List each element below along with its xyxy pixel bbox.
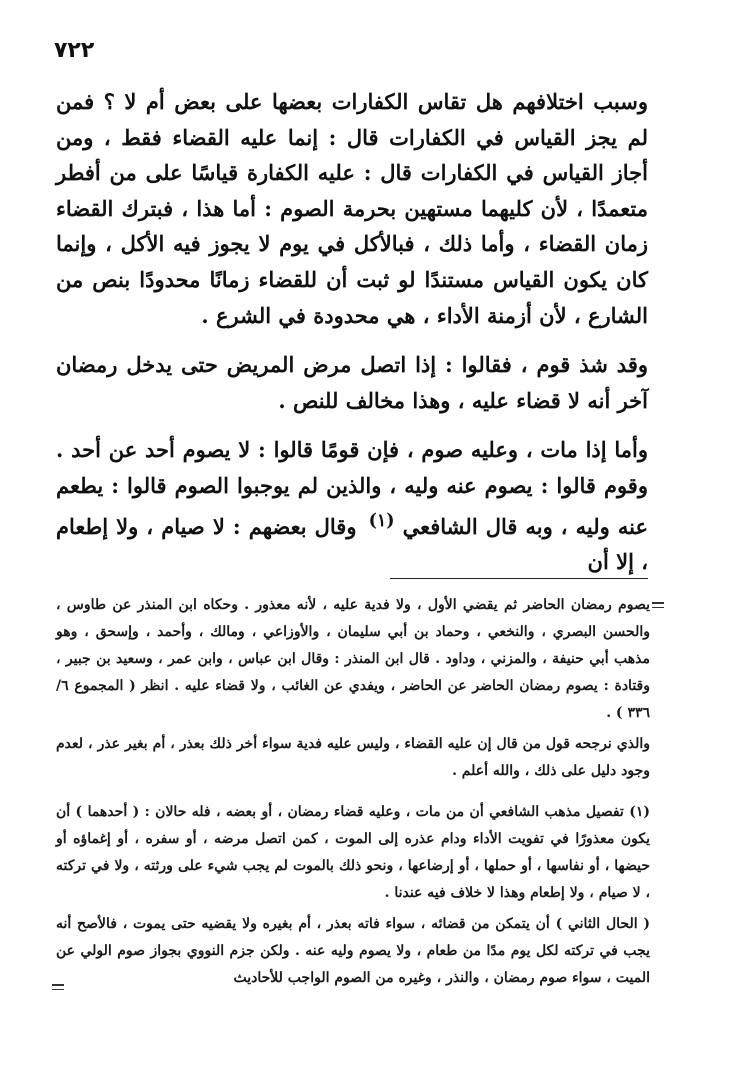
footnote-reference[interactable]: (١) [368,510,395,531]
footnote-paragraph: (١) تفصيل مذهب الشافعي أن من مات ، وعليه قضاء رمضان ، أو بعضه ، فله حالان : ( أحدهما ) أن يكون معذورًا في تفويت الأداء ودام عذره إلى الموت ، كمن اتصل مرضه ، أو سفره ، أو إغماؤه أو حيضها ، أو نفاسها ، أو حملها ، أو إرضاعها ، ونحو ذلك بالموت لم يجب شيء على ورثته ، ولا في تركته ، لا صيام ، ولا إطعام وهذا لا خلاف فيه عندنا . [56,804,651,901]
paragraph: وقد شذ قوم ، فقالوا : إذا اتصل مرض المريض حتى يدخل رمضان آخر أنه لا قضاء عليه ، وهذا مخالف للنص . [56,352,648,413]
paragraph: وسبب اختلافهم هل تقاس الكفارات بعضها على بعض أم لا ؟ فمن لم يجز القياس في الكفارات قال : إنما عليه القضاء فقط ، ومن أجاز القياس في الكفارات قال : عليه الكفارة قياسًا على من أفطر متعمدًا ، لأن كليهما مستهين بحرمة الصوم : أما هذا ، فبترك القضاء زمان القضاء ، وأما ذلك ، فبالأكل في يوم لا يجوز فيه الأكل ، وإنما كان يكون القياس مستندًا لو ثبت أن للقضاء زمانًا محدودًا بنص من الشارع ، لأن أزمنة الأداء ، هي محدودة في الشرع . [56,89,648,328]
paragraph-text: وقال بعضهم : لا صيام ، ولا إطعام ، إلا أن [56,513,648,575]
page-number: ٧٢٢ [54,38,95,63]
continuation-mark [652,602,664,608]
main-text [56,84,648,580]
paragraph [56,432,648,579]
footnote-separator [390,578,648,579]
footnote-1 [56,799,650,992]
footnote-continuation: والذي نرجحه قول من قال إن عليه القضاء ، وليس عليه فدية سواء أخر ذلك بعذر ، أم بغير عذر ، لعدم وجود دليل على ذلك ، والله أعلم . [56,736,650,779]
footnotes [56,592,650,992]
footnote-continuation: يصوم رمضان الحاضر ثم يقضي الأول ، ولا فدية عليه ، لأنه معذور . وحكاه ابن المنذر عن طاوس ، والحسن البصري ، والنخعي ، وحماد بن أبي سليمان ، والأوزاعي ، ومالك ، وأحمد ، وإسحق ، وهو مذهب أبي حنيفة ، والمزني ، وداود . قال ابن المنذر : وقال ابن عباس ، وابن عمر ، وسعيد بن جبير ، وقتادة : يصوم رمضان الحاضر عن الحاضر ، ويفدي عن الغائب ، ولا قضاء عليه . انظر ( المجموع ٦/ ٣٣٦ ) . [56,597,650,721]
footnote-paragraph: ( الحال الثاني ) أن يتمكن من قضائه ، سواء فاته بعذر ، أم بغيره ولا يقضيه حتى يموت ، فالأصح أنه يجب في تركته لكل يوم مدًا من طعام ، ولا يصوم وليه عنه . ولكن جزم النووي بجواز صوم الولي عن الميت ، سواء صوم رمضان ، والنذر ، وغيره من الصوم الواجب للأحاديث [56,916,650,986]
continuation-mark [52,984,64,990]
paragraph-text: وأما إذا مات ، وعليه صوم ، فإن قومًا قالوا : لا يصوم أحد عن أحد . وقوم قالوا : يصوم عنه وليه ، والذين لم يوجبوا الصوم قالوا : يطعم عنه وليه ، وبه قال الشافعي [56,437,648,539]
